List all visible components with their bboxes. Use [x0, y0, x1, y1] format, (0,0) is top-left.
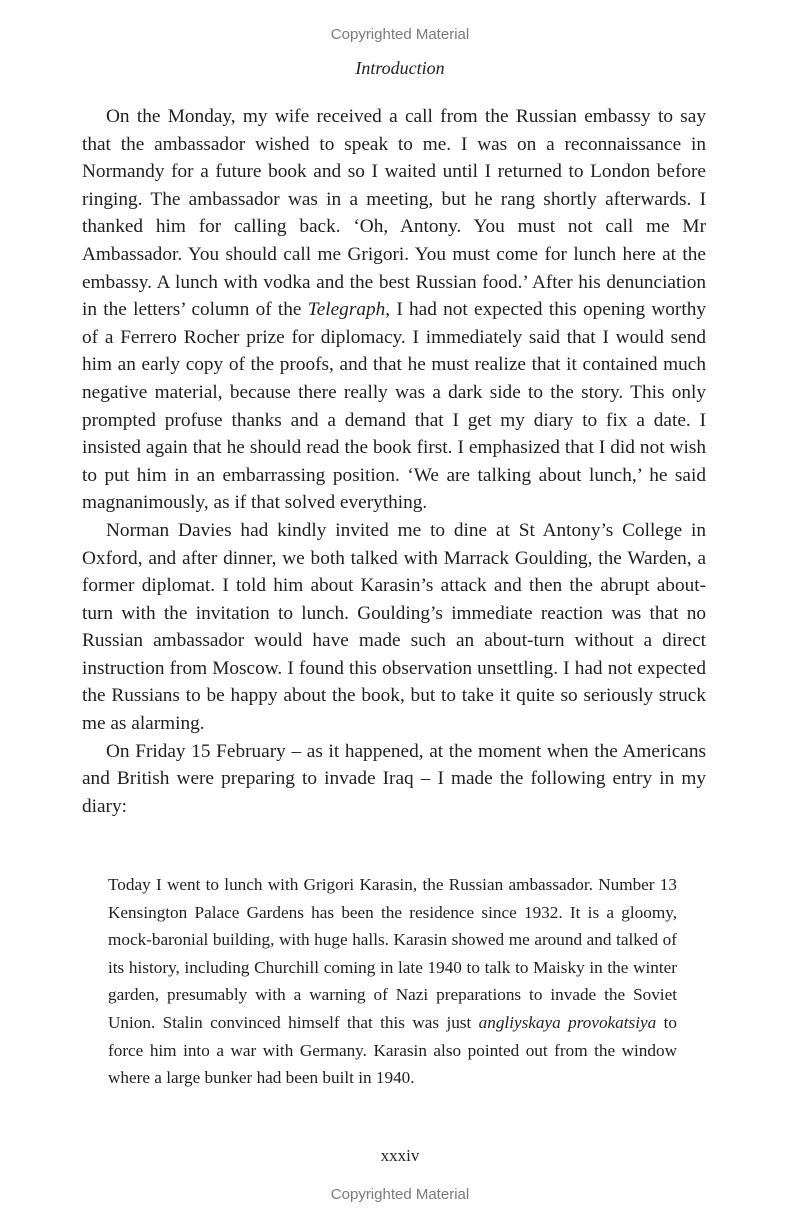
paragraph-1 — [82, 103, 706, 517]
telegraph-title: Telegraph — [307, 299, 386, 321]
diary-quote — [108, 871, 677, 1092]
paragraph-3: On Friday 15 February – as it happened, at the moment when the Americans and British were preparing to invade Iraq – I made the following entry in my diary: — [82, 740, 706, 817]
diary-entry-start: Today I went to lunch with Grigori Karasin, the Russian ambassador. Number 13 Kensington Palace Gardens has been the residence since 1932. It is a gloomy, mock-baronial building, with huge halls. Karasin showed me around and talked of its history, including Churchill coming in late 1940 to talk to Maisky in the winter garden, presumably with a warning of Nazi preparations to invade the Soviet Union. Stalin convinced himself that this was just — [108, 875, 677, 1032]
diary-entry-end: to force him into a war with Germany. Karasin also pointed out from the window where a large bunker had been built in 1940. — [108, 1012, 677, 1088]
diary-entry — [108, 871, 677, 1092]
running-head: Introduction — [355, 58, 445, 78]
body-text — [82, 103, 706, 820]
paragraph-1-end: , I had not expected this opening worthy of a Ferrero Rocher prize for diplomacy. I immediately said that I would send him an early copy of the proofs, and that he must realize that it contained much negative material, because there really was a dark side to the story. This only prompted profuse thanks and a demand that I get my diary to fix a date. I insisted again that he should read the book first. I emphasized that I did not wish to put him in an embarrassing position. ‘We are talking about lunch,’ he said magnanimously, as if that solved everything. — [82, 299, 706, 514]
watermark-bottom: Copyrighted Material — [330, 1186, 470, 1203]
russian-phrase: angliyskaya provokatsiya — [478, 1012, 657, 1032]
watermark-top: Copyrighted Material — [330, 26, 470, 43]
paragraph-1-start: On the Monday, my wife received a call from the Russian embassy to say that the ambassador wished to speak to me. I was on a reconnaissance in Normandy for a future book and so I waited until I returned to London before ringing. The ambassador was in a meeting, but he rang shortly afterwards. I thanked him for calling back. ‘Oh, Antony. You must not call me Mr Ambassador. You should call me Grigori. You must come for lunch here at the embassy. A lunch with vodka and the best Russian food.’ After his denunciation in the letters’ column of the — [82, 106, 706, 321]
paragraph-2: Norman Davies had kindly invited me to dine at St Antony’s College in Oxford, and after dinner, we both talked with Marrack Goulding, the Warden, a former diplomat. I told him about Karasin’s attack and then the abrupt about-turn with the invitation to lunch. Goulding’s immediate reaction was that no Russian ambassador would have made such an about-turn without a direct instruction from Moscow. I found this observation unsettling. I had not expected the Russians to be happy about the book, but to take it quite so seriously struck me as alarming. — [82, 519, 706, 735]
page-number: xxxiv — [380, 1146, 420, 1165]
